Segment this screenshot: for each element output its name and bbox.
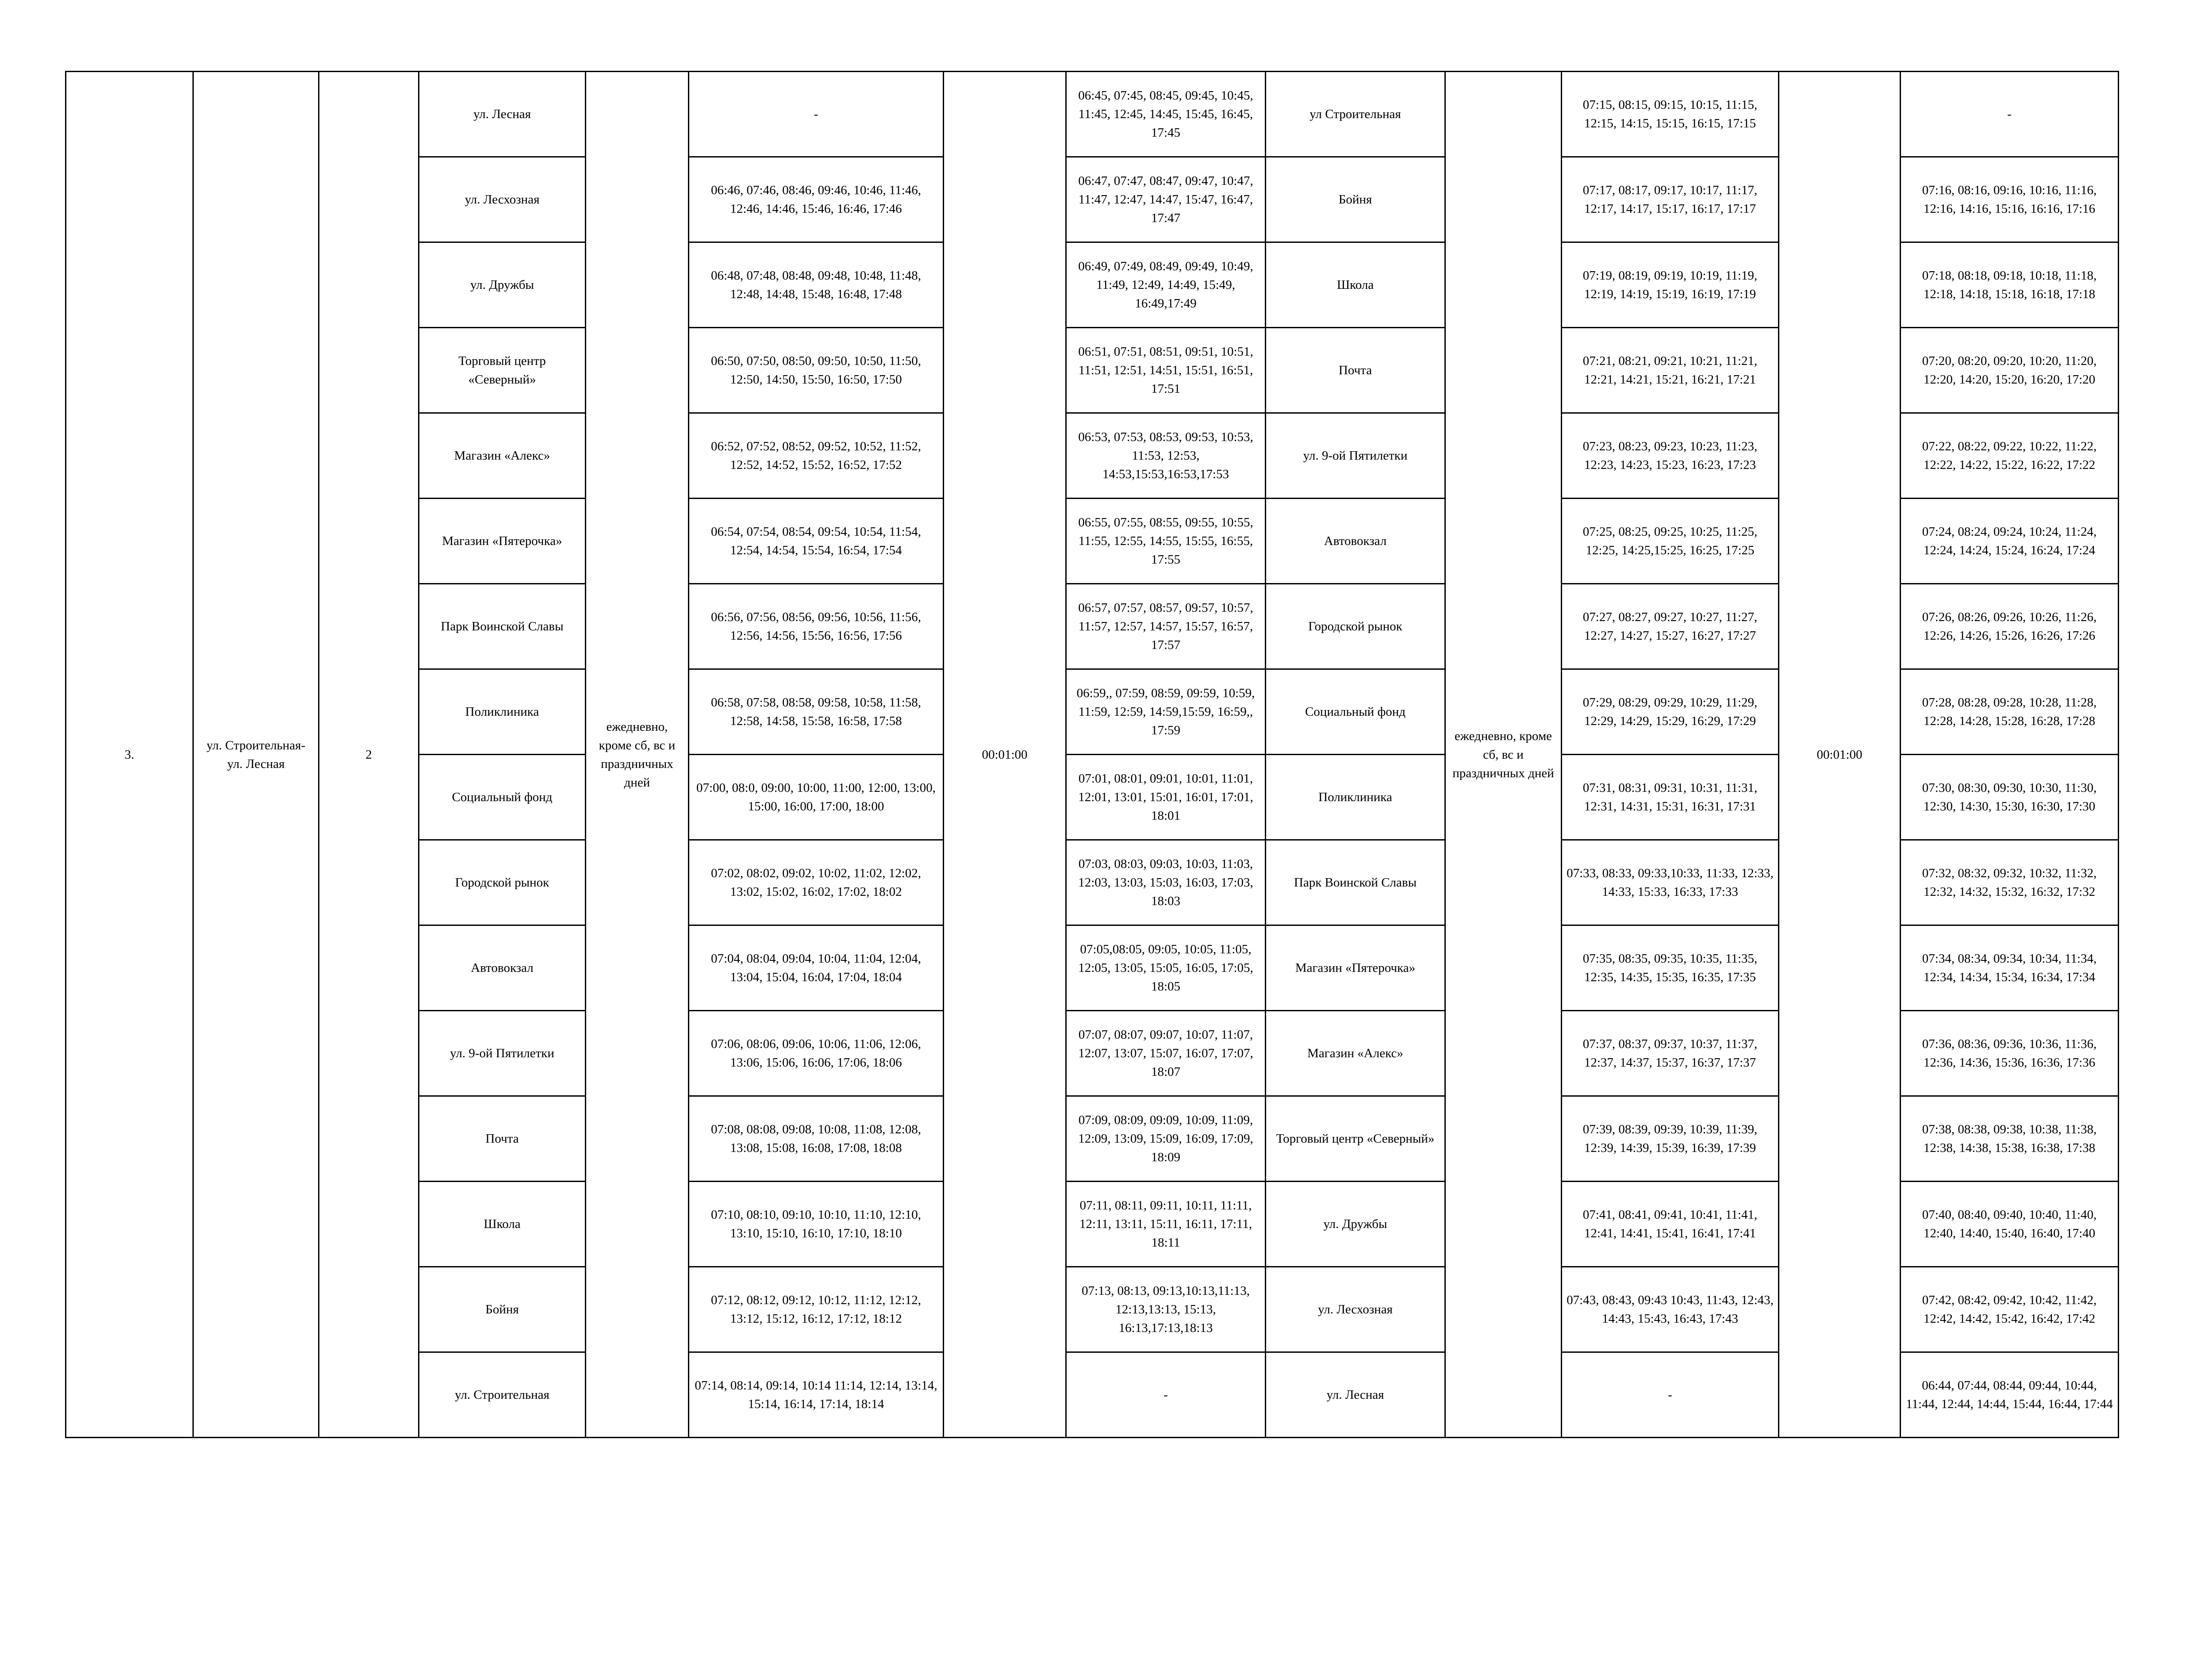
backward-stop-name: Городской рынок (1266, 584, 1445, 669)
forward-stop-times: 07:08, 08:08, 09:08, 10:08, 11:08, 12:08, 13:08, 15:08, 16:08, 17:08, 18:08 (689, 1096, 944, 1182)
backward-stop-times: 07:17, 08:17, 09:17, 10:17, 11:17, 12:17, 14:17, 15:17, 16:17, 17:17 (1562, 157, 1779, 242)
backward-prev-times: 07:11, 08:11, 09:11, 10:11, 11:11, 12:11, 13:11, 15:11, 16:11, 17:11, 18:11 (1066, 1182, 1266, 1267)
backward-prev-times: 07:05,08:05, 09:05, 10:05, 11:05, 12:05, 13:05, 15:05, 16:05, 17:05, 18:05 (1066, 925, 1266, 1011)
forward-stop-times: 06:52, 07:52, 08:52, 09:52, 10:52, 11:52, 12:52, 14:52, 15:52, 16:52, 17:52 (689, 413, 944, 499)
route-number: 3. (66, 72, 193, 1438)
forward-stop-name: ул. Строительная (419, 1352, 586, 1438)
backward-prev-times: 06:53, 07:53, 08:53, 09:53, 10:53, 11:53, 12:53, 14:53,15:53,16:53,17:53 (1066, 413, 1266, 499)
forward-stop-times: 07:04, 08:04, 09:04, 10:04, 11:04, 12:04, 13:04, 15:04, 16:04, 17:04, 18:04 (689, 925, 944, 1011)
backward-stop-name: ул. Дружбы (1266, 1182, 1445, 1267)
forward-stop-times: 06:50, 07:50, 08:50, 09:50, 10:50, 11:50, 12:50, 14:50, 15:50, 16:50, 17:50 (689, 328, 944, 413)
backward-stop-times: 07:39, 08:39, 09:39, 10:39, 11:39, 12:39, 14:39, 15:39, 16:39, 17:39 (1562, 1096, 1779, 1182)
forward-stop-name: Поликлиника (419, 669, 586, 755)
forward-stop-name: Автовокзал (419, 925, 586, 1011)
backward-prev-times: 07:03, 08:03, 09:03, 10:03, 11:03, 12:03, 13:03, 15:03, 16:03, 17:03, 18:03 (1066, 840, 1266, 925)
backward-stop-times: 07:25, 08:25, 09:25, 10:25, 11:25, 12:25, 14:25,15:25, 16:25, 17:25 (1562, 499, 1779, 584)
backward-next-times: 07:22, 08:22, 09:22, 10:22, 11:22, 12:22, 14:22, 15:22, 16:22, 17:22 (1901, 413, 2119, 499)
forward-stop-times: 07:02, 08:02, 09:02, 10:02, 11:02, 12:02, 13:02, 15:02, 16:02, 17:02, 18:02 (689, 840, 944, 925)
timetable-body (66, 72, 2119, 1438)
backward-stop-times: 07:29, 08:29, 09:29, 10:29, 11:29, 12:29, 14:29, 15:29, 16:29, 17:29 (1562, 669, 1779, 755)
backward-prev-times: 07:09, 08:09, 09:09, 10:09, 11:09, 12:09, 13:09, 15:09, 16:09, 17:09, 18:09 (1066, 1096, 1266, 1182)
backward-stop-times: 07:27, 08:27, 09:27, 10:27, 11:27, 12:27, 14:27, 15:27, 16:27, 17:27 (1562, 584, 1779, 669)
backward-prev-times: 07:13, 08:13, 09:13,10:13,11:13, 12:13,13:13, 15:13, 16:13,17:13,18:13 (1066, 1267, 1266, 1352)
backward-next-times: 07:32, 08:32, 09:32, 10:32, 11:32, 12:32, 14:32, 15:32, 16:32, 17:32 (1901, 840, 2119, 925)
backward-prev-times: 06:47, 07:47, 08:47, 09:47, 10:47, 11:47, 12:47, 14:47, 15:47, 16:47, 17:47 (1066, 157, 1266, 242)
backward-stop-name: Поликлиника (1266, 755, 1445, 840)
forward-stop-times: 07:06, 08:06, 09:06, 10:06, 11:06, 12:06, 13:06, 15:06, 16:06, 17:06, 18:06 (689, 1011, 944, 1096)
backward-stop-times: 07:43, 08:43, 09:43 10:43, 11:43, 12:43, 14:43, 15:43, 16:43, 17:43 (1562, 1267, 1779, 1352)
forward-stop-name: Магазин «Пятерочка» (419, 499, 586, 584)
backward-interval: 00:01:00 (1779, 72, 1901, 1438)
backward-prev-times: 06:51, 07:51, 08:51, 09:51, 10:51, 11:51, 12:51, 14:51, 15:51, 16:51, 17:51 (1066, 328, 1266, 413)
forward-stop-times: 07:00, 08:0, 09:00, 10:00, 11:00, 12:00, 13:00, 15:00, 16:00, 17:00, 18:00 (689, 755, 944, 840)
backward-stop-times: 07:15, 08:15, 09:15, 10:15, 11:15, 12:15, 14:15, 15:15, 16:15, 17:15 (1562, 72, 1779, 157)
backward-prev-times: 06:59,, 07:59, 08:59, 09:59, 10:59, 11:59, 12:59, 14:59,15:59, 16:59,, 17:59 (1066, 669, 1266, 755)
backward-next-times: 07:36, 08:36, 09:36, 10:36, 11:36, 12:36, 14:36, 15:36, 16:36, 17:36 (1901, 1011, 2119, 1096)
forward-stop-name: Бойня (419, 1267, 586, 1352)
forward-stop-times: 06:54, 07:54, 08:54, 09:54, 10:54, 11:54, 12:54, 14:54, 15:54, 16:54, 17:54 (689, 499, 944, 584)
backward-stop-name: Магазин «Пятерочка» (1266, 925, 1445, 1011)
backward-next-times: 07:40, 08:40, 09:40, 10:40, 11:40, 12:40, 14:40, 15:40, 16:40, 17:40 (1901, 1182, 2119, 1267)
backward-next-times: 07:26, 08:26, 09:26, 10:26, 11:26, 12:26, 14:26, 15:26, 16:26, 17:26 (1901, 584, 2119, 669)
backward-prev-times: 06:49, 07:49, 08:49, 09:49, 10:49, 11:49, 12:49, 14:49, 15:49, 16:49,17:49 (1066, 242, 1266, 328)
forward-stop-name: Парк Воинской Славы (419, 584, 586, 669)
backward-next-times: 07:34, 08:34, 09:34, 10:34, 11:34, 12:34, 14:34, 15:34, 16:34, 17:34 (1901, 925, 2119, 1011)
forward-stop-times: 06:56, 07:56, 08:56, 09:56, 10:56, 11:56, 12:56, 14:56, 15:56, 16:56, 17:56 (689, 584, 944, 669)
backward-stop-times: 07:37, 08:37, 09:37, 10:37, 11:37, 12:37, 14:37, 15:37, 16:37, 17:37 (1562, 1011, 1779, 1096)
forward-stop-name: Торговый центр «Северный» (419, 328, 586, 413)
backward-stop-name: Социальный фонд (1266, 669, 1445, 755)
forward-stop-times: 06:46, 07:46, 08:46, 09:46, 10:46, 11:46, 12:46, 14:46, 15:46, 16:46, 17:46 (689, 157, 944, 242)
backward-stop-times: - (1562, 1352, 1779, 1438)
vehicle-count: 2 (319, 72, 419, 1438)
forward-stop-name: Социальный фонд (419, 755, 586, 840)
backward-next-times: 07:18, 08:18, 09:18, 10:18, 11:18, 12:18, 14:18, 15:18, 16:18, 17:18 (1901, 242, 2119, 328)
forward-stop-name: Городской рынок (419, 840, 586, 925)
backward-stop-name: Парк Воинской Славы (1266, 840, 1445, 925)
backward-stop-times: 07:23, 08:23, 09:23, 10:23, 11:23, 12:23, 14:23, 15:23, 16:23, 17:23 (1562, 413, 1779, 499)
backward-next-times: 07:28, 08:28, 09:28, 10:28, 11:28, 12:28, 14:28, 15:28, 16:28, 17:28 (1901, 669, 2119, 755)
backward-next-times: 06:44, 07:44, 08:44, 09:44, 10:44, 11:44, 12:44, 14:44, 15:44, 16:44, 17:44 (1901, 1352, 2119, 1438)
backward-next-times: 07:38, 08:38, 09:38, 10:38, 11:38, 12:38, 14:38, 15:38, 16:38, 17:38 (1901, 1096, 2119, 1182)
forward-stop-times: 07:10, 08:10, 09:10, 10:10, 11:10, 12:10, 13:10, 15:10, 16:10, 17:10, 18:10 (689, 1182, 944, 1267)
backward-stop-name: ул. 9-ой Пятилетки (1266, 413, 1445, 499)
backward-prev-times: 06:55, 07:55, 08:55, 09:55, 10:55, 11:55, 12:55, 14:55, 15:55, 16:55, 17:55 (1066, 499, 1266, 584)
backward-stop-name: Автовокзал (1266, 499, 1445, 584)
forward-stop-name: ул. Лесхозная (419, 157, 586, 242)
backward-prev-times: 06:57, 07:57, 08:57, 09:57, 10:57, 11:57, 12:57, 14:57, 15:57, 16:57, 17:57 (1066, 584, 1266, 669)
forward-stop-name: Магазин «Алекс» (419, 413, 586, 499)
backward-stop-name: Магазин «Алекс» (1266, 1011, 1445, 1096)
backward-stop-name: Бойня (1266, 157, 1445, 242)
backward-stop-times: 07:33, 08:33, 09:33,10:33, 11:33, 12:33, 14:33, 15:33, 16:33, 17:33 (1562, 840, 1779, 925)
backward-next-times: 07:30, 08:30, 09:30, 10:30, 11:30, 12:30, 14:30, 15:30, 16:30, 17:30 (1901, 755, 2119, 840)
route-timetable (65, 71, 2119, 1438)
forward-stop-times: 06:48, 07:48, 08:48, 09:48, 10:48, 11:48, 12:48, 14:48, 15:48, 16:48, 17:48 (689, 242, 944, 328)
backward-stop-name: Торговый центр «Северный» (1266, 1096, 1445, 1182)
backward-stop-times: 07:21, 08:21, 09:21, 10:21, 11:21, 12:21, 14:21, 15:21, 16:21, 17:21 (1562, 328, 1779, 413)
backward-stop-times: 07:41, 08:41, 09:41, 10:41, 11:41, 12:41, 14:41, 15:41, 16:41, 17:41 (1562, 1182, 1779, 1267)
backward-prev-times: - (1066, 1352, 1266, 1438)
backward-next-times: - (1901, 72, 2119, 157)
backward-next-times: 07:42, 08:42, 09:42, 10:42, 11:42, 12:42, 14:42, 15:42, 16:42, 17:42 (1901, 1267, 2119, 1352)
forward-schedule-days: ежедневно, кроме сб, вс и праздничных дней (586, 72, 689, 1438)
backward-stop-name: ул. Лесхозная (1266, 1267, 1445, 1352)
backward-next-times: 07:24, 08:24, 09:24, 10:24, 11:24, 12:24, 14:24, 15:24, 16:24, 17:24 (1901, 499, 2119, 584)
backward-prev-times: 07:01, 08:01, 09:01, 10:01, 11:01, 12:01, 13:01, 15:01, 16:01, 17:01, 18:01 (1066, 755, 1266, 840)
backward-prev-times: 07:07, 08:07, 09:07, 10:07, 11:07, 12:07, 13:07, 15:07, 16:07, 17:07, 18:07 (1066, 1011, 1266, 1096)
backward-schedule-days: ежедневно, кроме сб, вс и праздничных дней (1445, 72, 1562, 1438)
forward-stop-name: ул. Лесная (419, 72, 586, 157)
forward-stop-name: ул. Дружбы (419, 242, 586, 328)
backward-prev-times: 06:45, 07:45, 08:45, 09:45, 10:45, 11:45, 12:45, 14:45, 15:45, 16:45, 17:45 (1066, 72, 1266, 157)
backward-stop-name: Школа (1266, 242, 1445, 328)
route-name: ул. Строительная-ул. Лесная (193, 72, 319, 1438)
forward-interval: 00:01:00 (944, 72, 1066, 1438)
table-row (66, 72, 2119, 157)
backward-stop-name: Почта (1266, 328, 1445, 413)
backward-next-times: 07:16, 08:16, 09:16, 10:16, 11:16, 12:16, 14:16, 15:16, 16:16, 17:16 (1901, 157, 2119, 242)
backward-stop-times: 07:31, 08:31, 09:31, 10:31, 11:31, 12:31, 14:31, 15:31, 16:31, 17:31 (1562, 755, 1779, 840)
backward-next-times: 07:20, 08:20, 09:20, 10:20, 11:20, 12:20, 14:20, 15:20, 16:20, 17:20 (1901, 328, 2119, 413)
backward-stop-name: ул Строительная (1266, 72, 1445, 157)
backward-stop-name: ул. Лесная (1266, 1352, 1445, 1438)
forward-stop-times: - (689, 72, 944, 157)
forward-stop-name: Школа (419, 1182, 586, 1267)
forward-stop-name: Почта (419, 1096, 586, 1182)
backward-stop-times: 07:35, 08:35, 09:35, 10:35, 11:35, 12:35, 14:35, 15:35, 16:35, 17:35 (1562, 925, 1779, 1011)
forward-stop-name: ул. 9-ой Пятилетки (419, 1011, 586, 1096)
forward-stop-times: 06:58, 07:58, 08:58, 09:58, 10:58, 11:58, 12:58, 14:58, 15:58, 16:58, 17:58 (689, 669, 944, 755)
forward-stop-times: 07:12, 08:12, 09:12, 10:12, 11:12, 12:12, 13:12, 15:12, 16:12, 17:12, 18:12 (689, 1267, 944, 1352)
backward-stop-times: 07:19, 08:19, 09:19, 10:19, 11:19, 12:19, 14:19, 15:19, 16:19, 17:19 (1562, 242, 1779, 328)
forward-stop-times: 07:14, 08:14, 09:14, 10:14 11:14, 12:14, 13:14, 15:14, 16:14, 17:14, 18:14 (689, 1352, 944, 1438)
